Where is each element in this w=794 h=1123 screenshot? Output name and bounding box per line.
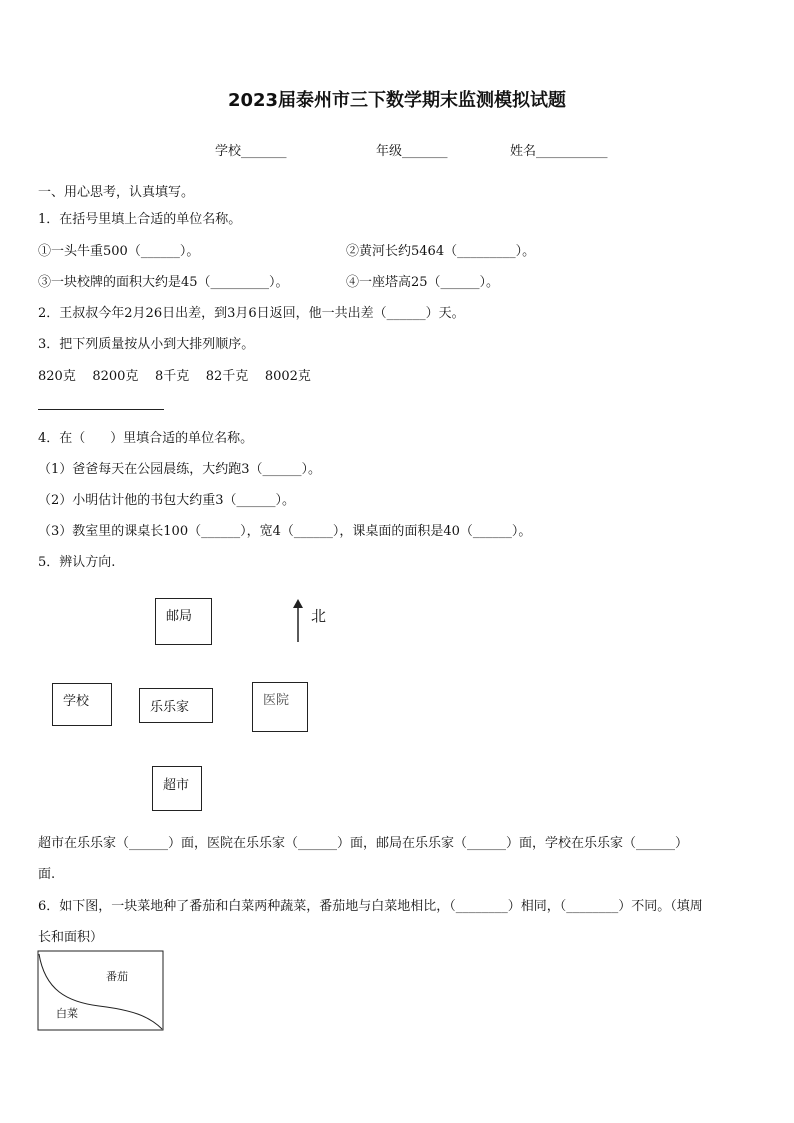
school-label: 学校	[63, 694, 90, 709]
north-label: 北	[311, 607, 327, 625]
question-6-line-2: 长和面积）	[38, 930, 104, 945]
question-3-stem: 3．把下列质量按从小到大排列顺序。	[38, 337, 255, 352]
question-1-stem: 1．在括号里填上合适的单位名称。	[38, 212, 242, 227]
question-4-stem: 4．在（ ）里填合适的单位名称。	[38, 431, 254, 446]
school-box	[52, 683, 112, 726]
cabbage-label: 白菜	[56, 1007, 78, 1020]
question-2: 2．王叔叔今年2月26日出差，到3月6日返回，他一共出差（______）天。	[38, 306, 465, 321]
post-office-box	[155, 598, 212, 645]
lele-home-label: 乐乐家	[150, 700, 190, 715]
name-field: 姓名___________	[510, 144, 608, 159]
question-6-line-1: 6．如下图，一块菜地种了番茄和白菜两种蔬菜，番茄地与白菜地相比，（________）相同，（________）不同。（填周	[38, 899, 703, 914]
post-office-label: 邮局	[166, 609, 193, 624]
supermarket-box	[152, 766, 202, 811]
question-4-item-2: （2）小明估计他的书包大约重3（______）。	[38, 493, 296, 508]
question-1-item-b: ②黄河长约5464（_________）。	[346, 244, 536, 259]
question-1-item-c: ③一块校牌的面积大约是45（_________）。	[38, 275, 289, 290]
north-arrow-icon	[290, 598, 306, 644]
hospital-label: 医院	[263, 693, 290, 708]
question-5-answer-line-2: 面.	[38, 867, 56, 882]
grade-field: 年级_______	[376, 144, 448, 159]
question-1-item-d: ④一座塔高25（______）。	[346, 275, 500, 290]
answer-line	[38, 409, 164, 410]
question-3-items: 820克 8200克 8千克 82千克 8002克	[38, 369, 311, 384]
lele-home-box	[139, 688, 213, 723]
page-title: 2023届泰州市三下数学期末监测模拟试题	[227, 90, 567, 111]
question-5-stem: 5．辨认方向.	[38, 555, 116, 570]
question-4-item-3: （3）教室里的课桌长100（______），宽4（______），课桌面的面积是40（______）。	[38, 524, 532, 539]
question-4-item-1: （1）爸爸每天在公园晨练，大约跑3（______）。	[38, 462, 322, 477]
hospital-box	[252, 682, 308, 732]
section-heading: 一、用心思考，认真填写。	[38, 185, 195, 200]
question-1-item-a: ①一头牛重500（______）。	[38, 244, 200, 259]
school-field: 学校_______	[215, 144, 287, 159]
supermarket-label: 超市	[163, 778, 190, 793]
tomato-label: 番茄	[106, 970, 128, 983]
question-5-answer-line-1: 超市在乐乐家（______）面，医院在乐乐家（______）面，邮局在乐乐家（______）面，学校在乐乐家（______）	[38, 836, 689, 851]
